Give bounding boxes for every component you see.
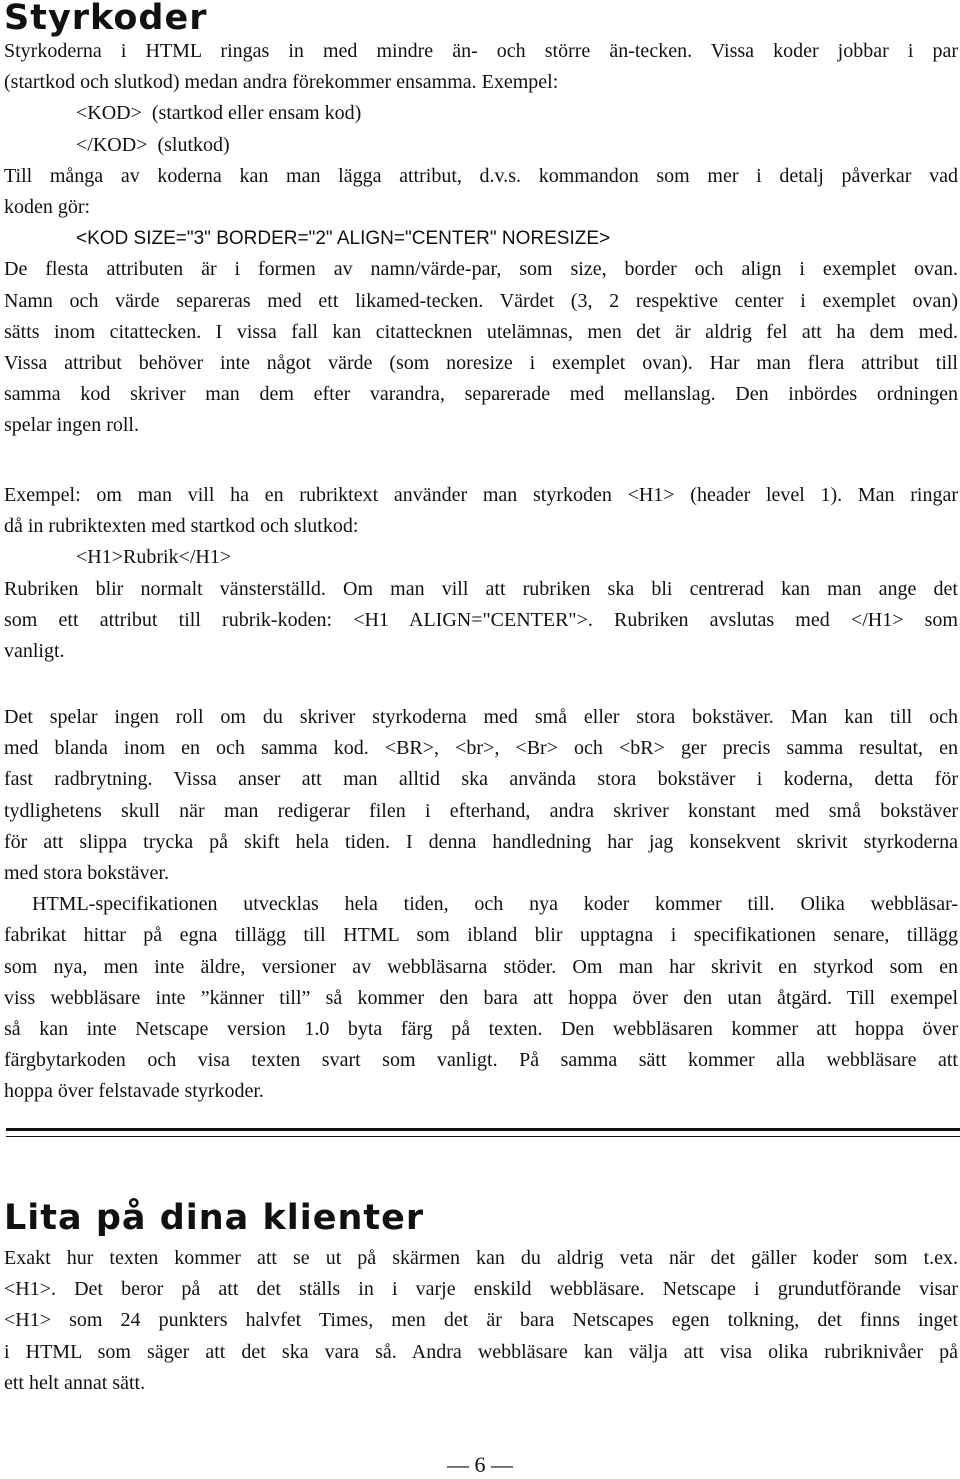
text-line: Styrkoderna i HTML ringas in med mindre än- och större än-tecken. Vissa koder jobbar i par — [4, 40, 958, 62]
text-line: Namn och värde separeras med ett likamed-tecken. Värdet (3, 2 respektive center i exemplet ovan) — [4, 289, 958, 312]
text-line: Exempel: om man vill ha en rubriktext använder man styrkoden <H1> (header level 1). Man ringar — [4, 484, 958, 506]
text-line: Rubriken blir normalt vänsterställd. Om man vill att rubriken ska bli centrerad kan man ange det — [4, 577, 958, 600]
text-line: hoppa över felstavade styrkoder. — [4, 1080, 264, 1103]
divider-thick — [6, 1128, 960, 1131]
text-line: ett helt annat sätt. — [4, 1371, 146, 1394]
text-line: HTML-specifikationen utvecklas hela tiden, och nya koder kommer till. Olika webbläsar- — [32, 893, 958, 916]
text-line: <H1>. Det beror på att det ställs in i varje enskild webbläsare. Netscape i grundutförande visar — [4, 1278, 958, 1301]
text-line: (startkod och slutkod) medan andra förekommer ensamma. Exempel: — [4, 71, 559, 94]
text-line: <H1> som 24 punkters halvfet Times, men det är bara Netscapes egen tolkning, det finns inget — [4, 1309, 958, 1332]
paragraph-h1-example — [4, 480, 958, 667]
text-line: Det spelar ingen roll om du skriver styrkoderna med små eller stora bokstäver. Man kan till och — [4, 706, 958, 728]
text-line: fast radbrytning. Vissa anser att man alltid ska använda stora bokstäver i koderna, detta för — [4, 768, 958, 791]
text-line: samma kod skriver man dem efter varandra, separerade med mellanslag. Den inbördes ordningen — [4, 383, 958, 406]
text-line: Vissa attribut behöver inte något värde (som noresize i exemplet ovan). Har man flera attribut till — [4, 352, 958, 375]
heading-styrkoder: Styrkoder — [4, 0, 208, 38]
heading-lita-pa-dina-klienter: Lita på dina klienter — [4, 1198, 425, 1238]
code-example: <H1>Rubrik</H1> — [76, 546, 232, 569]
text-line: så kan inte Netscape version 1.0 byta färg på texten. Den webbläsaren kommer att hoppa över — [4, 1018, 958, 1041]
text-line: som nya, men inte äldre, versioner av webbläsarna stöder. Om man har skrivit en styrkod som en — [4, 955, 958, 978]
text-line: fabrikat hittar på egna tillägg till HTML som ibland blir upptagna i specifikationen senare, tillägg — [4, 924, 958, 947]
paragraph-styrkoder-intro — [4, 36, 958, 442]
code-example: <KOD SIZE="3" BORDER="2" ALIGN="CENTER" NORESIZE> — [76, 228, 611, 250]
text-line: De flesta attributen är i formen av namn/värde-par, som size, border och align i exemplet ovan. — [4, 258, 958, 281]
text-line: med stora bokstäver. — [4, 862, 169, 885]
page-number: — 6 — — [447, 1452, 513, 1477]
divider-thin — [6, 1136, 960, 1137]
text-line: viss webbläsare inte ”känner till” så kommer den bara att hoppa över den utan åtgärd. Till exempel — [4, 986, 958, 1009]
text-line: färgbytarkoden och visa texten svart som vanligt. På samma sätt kommer alla webbläsare att — [4, 1049, 958, 1072]
text-line: Till många av koderna kan man lägga attribut, d.v.s. kommandon som mer i detalj påverkar vad — [4, 164, 958, 187]
text-line: koden gör: — [4, 196, 91, 219]
text-line: i HTML som säger att det ska vara så. Andra webbläsare kan välja att visa olika rubriknivåer på — [4, 1340, 958, 1363]
text-line: för att slippa trycka på skift hela tiden. I denna handledning har jag konsekvent skrivit styrkoderna — [4, 830, 958, 853]
text-line: med blanda inom en och samma kod. <BR>, <br>, <Br> och <bR> ger precis samma resultat, en — [4, 737, 958, 760]
text-line: spelar ingen roll. — [4, 414, 139, 437]
code-example: </KOD> (slutkod) — [76, 133, 230, 156]
text-line: som ett attribut till rubrik-koden: <H1 ALIGN="CENTER">. Rubriken avslutas med </H1> som — [4, 608, 958, 631]
paragraph-case-and-specs — [4, 702, 958, 1108]
text-line: vanligt. — [4, 640, 65, 663]
text-line: sätts inom citattecken. I vissa fall kan citattecknen utelämnas, men det är aldrig fel att ha dem med. — [4, 320, 958, 343]
code-example: <KOD> (startkod eller ensam kod) — [76, 102, 362, 125]
text-line: tydlighetens skull när man redigerar filen i efterhand, andra skriver konstant med små bokstäver — [4, 799, 958, 822]
text-line: Exakt hur texten kommer att se ut på skärmen kan du aldrig veta när det gäller koder som t.ex. — [4, 1247, 958, 1269]
text-line: då in rubriktexten med startkod och slutkod: — [4, 515, 359, 538]
paragraph-klienter — [4, 1243, 958, 1399]
